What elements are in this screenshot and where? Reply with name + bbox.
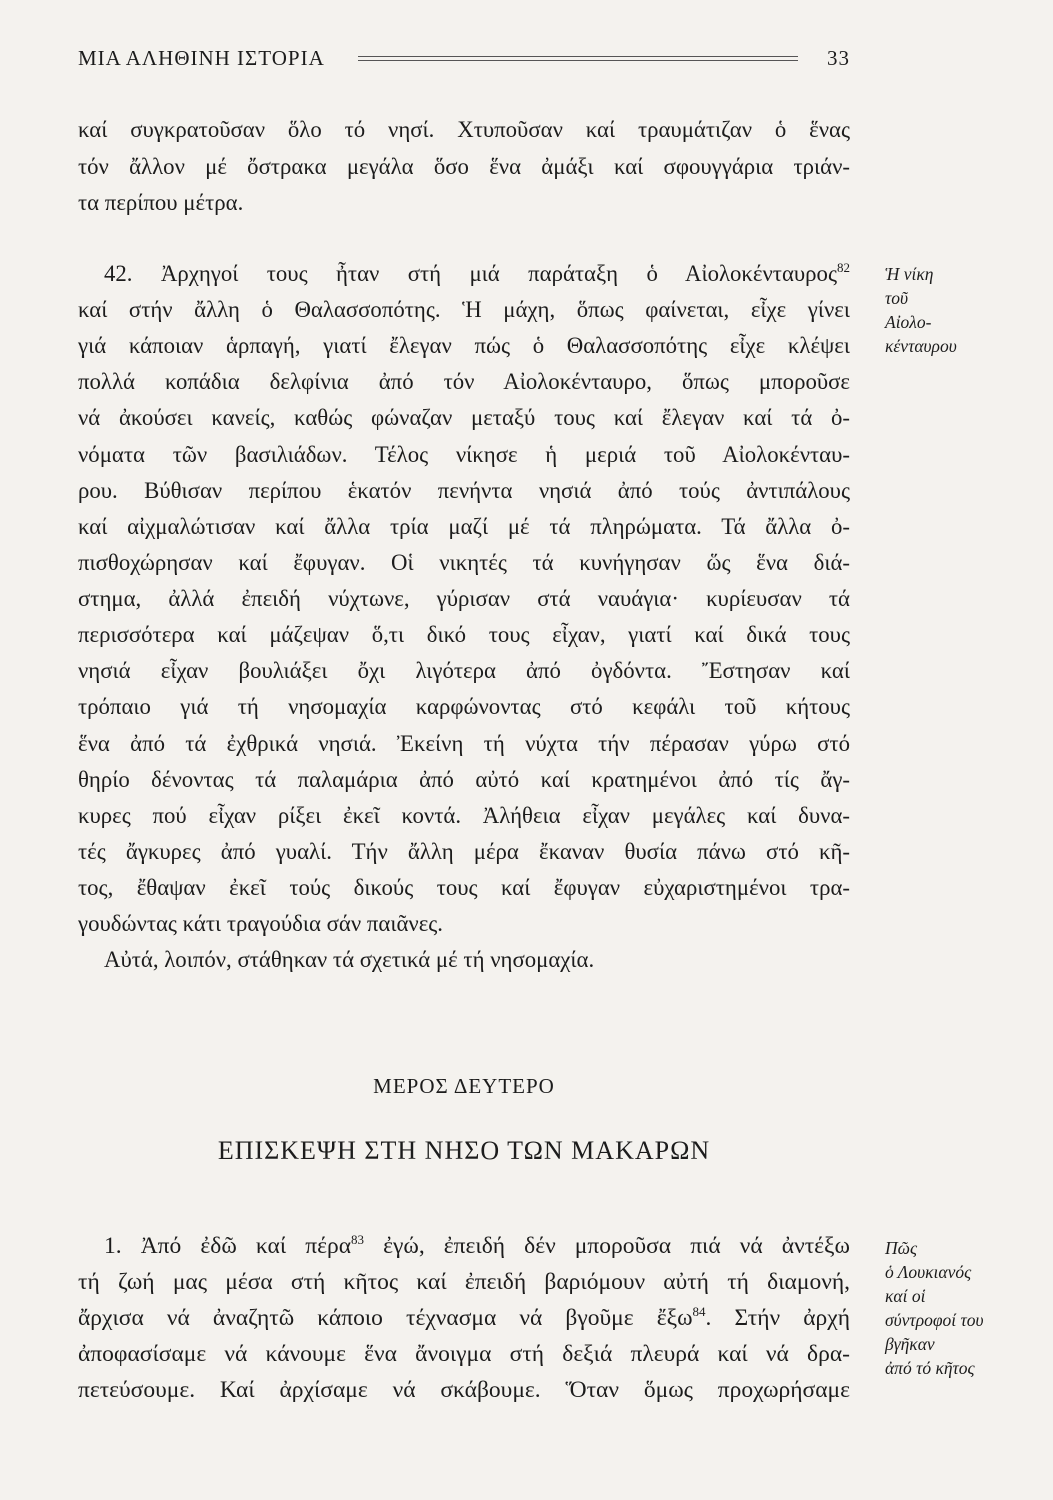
page-number: 33 [827, 46, 850, 70]
text-line: τές ἄγκυρες ἀπό γυαλί. Τήν ἄλλη μέρα ἔκαναν θυσία πάνω στό κῆ- [78, 839, 850, 864]
margin-note-line: ὁ Λουκιανός [885, 1262, 972, 1282]
text-span: 1. Ἀπό ἐδῶ καί πέρα [104, 1233, 352, 1259]
footnote-ref-84: 84 [692, 1304, 706, 1319]
text-line: τα περίπου μέτρα. [78, 190, 244, 215]
chapter-first-line [78, 1229, 850, 1263]
text-line: καί συγκρατοῦσαν ὅλο τό νησί. Χτυποῦσαν καί τραυμάτιζαν ὁ ἕνας [78, 117, 850, 142]
text-span: . Στήν ἀρχή [705, 1305, 851, 1331]
text-line: γιά κάποιαν ἁρπαγή, γιατί ἔλεγαν πώς ὁ Θαλασσοπότης εἶχε κλέψει [78, 333, 850, 358]
text-line: ρου. Βύθισαν περίπου ἑκατόν πενήντα νησιά ἀπό τούς ἀντιπάλους [78, 478, 850, 503]
text-span: 42. Ἀρχηγοί τους ἦταν στή μιά παράταξη ὁ Αἰολοκένταυρος [104, 261, 837, 286]
text-line: τρόπαιο γιά τή νησομαχία καρφώνοντας στό κεφάλι τοῦ κήτους [78, 694, 850, 719]
text-span: ἄρχισα νά ἀναζητῶ κάποιο τέχνασμα νά βγοῦμε ἔξω [78, 1305, 693, 1331]
text-line: καί στήν ἄλλη ὁ Θαλασσοπότης. Ἡ μάχη, ὅπως φαίνεται, εἶχε γίνει [78, 297, 850, 322]
text-line: καί αἰχμαλώτισαν καί ἄλλα τρία μαζί μέ τά πληρώματα. Τά ἄλλα ὀ- [78, 514, 850, 539]
running-header [78, 46, 850, 74]
text-line: τόν ἄλλον μέ ὄστρακα μεγάλα ὅσο ἕνα ἀμάξι καί σφουγγάρια τριάν- [78, 154, 850, 179]
text-line: νησιά εἶχαν βουλιάξει ὄχι λιγότερα ἀπό ὀγδόντα. Ἔστησαν καί [78, 658, 850, 683]
header-title: ΜΙΑ ΑΛΗΘΙΝΗ ΙΣΤΟΡΙΑ [78, 46, 325, 70]
text-line: τή ζωή μας μέσα στή κῆτος καί ἐπειδή βαριόμουν αὐτή τή διαμονή, [78, 1269, 850, 1295]
margin-note-line: Πῶς [885, 1238, 918, 1258]
margin-note-line: ἀπό τό κῆτος [885, 1358, 975, 1378]
text-line: τος, ἔθαψαν ἐκεῖ τούς δικούς τους καί ἔφυγαν εὐχαριστημένοι τρα- [78, 875, 850, 900]
footnote-ref-83: 83 [351, 1232, 365, 1247]
text-line: νόματα τῶν βασιλιάδων. Τέλος νίκησε ἡ μεριά τοῦ Αἰολοκένταυ- [78, 442, 850, 467]
text-line: Αὐτά, λοιπόν, στάθηκαν τά σχετικά μέ τή νησομαχία. [104, 947, 595, 972]
margin-note-line: τοῦ [885, 288, 909, 308]
part-title: ΜΕΡΟΣ ΔΕΥΤΕΡΟ [373, 1074, 555, 1098]
text-line: ἕνα ἀπό τά ἐχθρικά νησιά. Ἐκείνη τή νύχτα τήν πέρασαν γύρω στό [78, 731, 850, 756]
margin-note-line: καί οἱ [885, 1286, 926, 1306]
margin-note-line: κένταυρου [885, 336, 957, 356]
text-line: πετεύσουμε. Καί ἀρχίσαμε νά σκάβουμε. Ὅταν ὅμως προχωρήσαμε [78, 1377, 850, 1403]
chapter-title: ΕΠΙΣΚΕΨΗ ΣΤΗ ΝΗΣΟ ΤΩΝ ΜΑΚΑΡΩΝ [217, 1136, 711, 1165]
text-line [78, 1301, 850, 1335]
footnote-ref-82: 82 [837, 260, 850, 275]
paragraph-42-first-line [78, 259, 850, 289]
text-line: πισθοχώρησαν καί ἔφυγαν. Οἱ νικητές τά κυνήγησαν ὥς ἕνα διά- [78, 550, 850, 575]
text-line: κυρες πού εἶχαν ρίξει ἐκεῖ κοντά. Ἀλήθεια εἶχαν μεγάλες καί δυνα- [78, 803, 850, 828]
margin-note-line: βγῆκαν [885, 1334, 935, 1354]
header-rule [358, 56, 798, 61]
text-line: γουδώντας κάτι τραγούδια σάν παιᾶνες. [78, 911, 444, 936]
text-line: ἀποφασίσαμε νά κάνουμε ἕνα ἄνοιγμα στή δεξιά πλευρά καί νά δρα- [78, 1341, 850, 1367]
text-line: στημα, ἀλλά ἐπειδή νύχτωνε, γύρισαν στά ναυάγια· κυρίευσαν τά [78, 586, 850, 611]
text-line: περισσότερα καί μάζεψαν ὅ,τι δικό τους εἶχαν, γιατί καί δικά τους [78, 622, 850, 647]
text-line: νά ἀκούσει κανείς, καθώς φώναζαν μεταξύ τους καί ἔλεγαν καί τά ὀ- [78, 405, 850, 430]
text-line: πολλά κοπάδια δελφίνια ἀπό τόν Αἰολοκένταυρο, ὅπως μποροῦσε [78, 369, 850, 394]
margin-note-line: σύντροφοί του [885, 1310, 984, 1330]
margin-note-line: Αἰολο- [885, 312, 932, 332]
margin-note-victory [885, 262, 957, 358]
text-line: θηρίο δένοντας τά παλαμάρια ἀπό αὐτό καί κρατημένοι ἀπό τίς ἄγ- [78, 767, 850, 792]
margin-note-escape [885, 1236, 984, 1380]
margin-note-line: Ἡ νίκη [885, 264, 934, 284]
text-span: ἐγώ, ἐπειδή δέν μποροῦσα πιά νά ἀντέξω [364, 1233, 850, 1259]
